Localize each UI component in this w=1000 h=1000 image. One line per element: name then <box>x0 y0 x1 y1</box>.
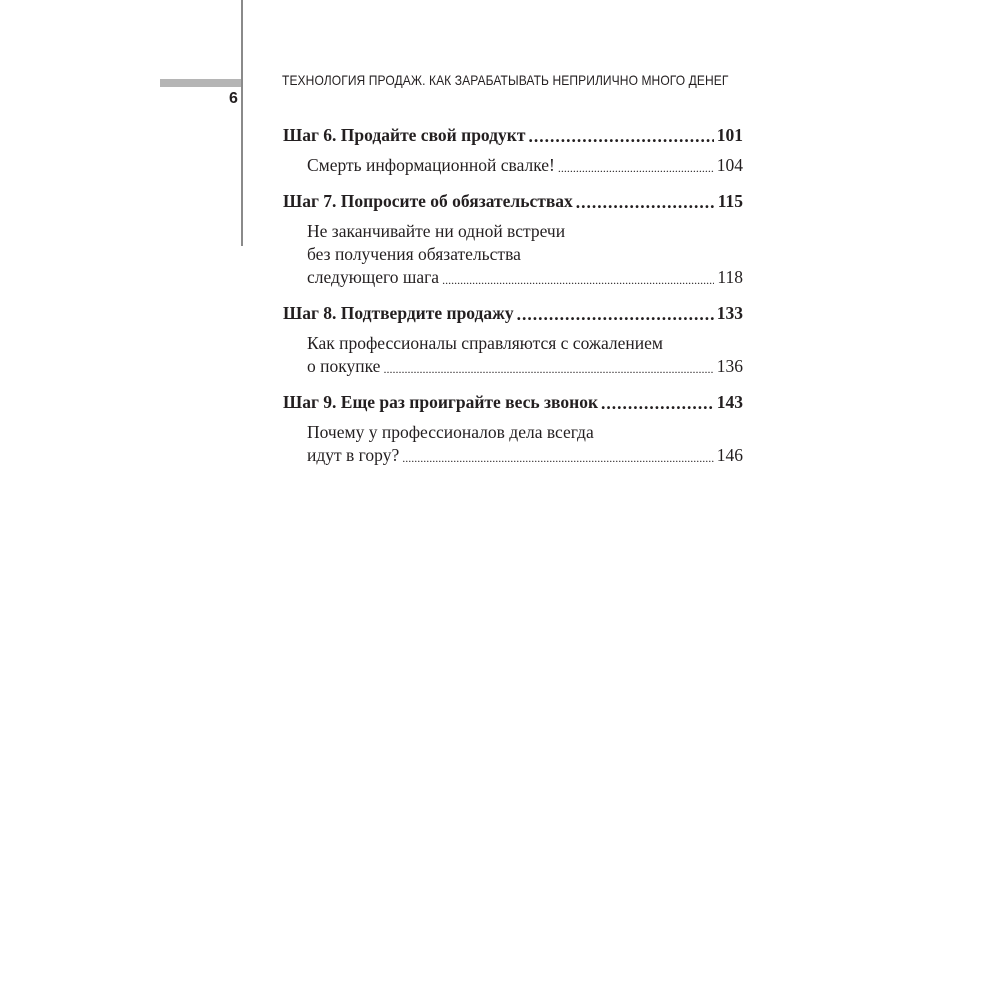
toc-step-7[interactable] <box>283 190 743 213</box>
toc-step-8-subsection-page: 136 <box>716 356 743 376</box>
dot-leader <box>558 155 714 173</box>
toc-step-9[interactable] <box>283 391 743 414</box>
dot-leader <box>576 191 715 209</box>
toc-step-8-subsection[interactable] <box>283 332 743 378</box>
toc-step-7-subsection[interactable] <box>283 220 743 289</box>
toc-step-7-subsection-line-2: без получения обязательства <box>307 244 521 264</box>
toc-step-6-title: Шаг 6. Продайте свой продукт <box>283 125 526 145</box>
page-number: 6 <box>229 90 238 107</box>
toc-step-6[interactable] <box>283 124 743 147</box>
toc-step-8-subsection-line-2: о покупке <box>307 356 381 376</box>
toc-step-9-subsection-line-2: идут в гору? <box>307 445 400 465</box>
margin-vertical-rule <box>241 0 243 246</box>
toc-step-8-title: Шаг 8. Подтвердите продажу <box>283 303 514 323</box>
dot-leader <box>528 125 713 143</box>
toc-step-7-page: 115 <box>717 191 743 211</box>
toc-step-9-title: Шаг 9. Еще раз проиграйте весь звонок <box>283 392 599 412</box>
toc-step-9-page: 143 <box>716 392 743 412</box>
toc-step-6-subsection-title: Смерть информационной свалке! <box>307 155 555 175</box>
toc-step-9-subsection[interactable] <box>283 421 743 467</box>
toc-step-7-subsection-line-3: следующего шага <box>307 267 440 287</box>
dot-leader <box>402 445 714 463</box>
dot-leader <box>442 267 714 285</box>
table-of-contents <box>283 124 743 467</box>
toc-step-6-subsection[interactable] <box>283 154 743 177</box>
toc-step-6-subsection-page: 104 <box>716 155 743 175</box>
toc-step-9-subsection-page: 146 <box>716 445 743 465</box>
toc-step-8-page: 133 <box>716 303 743 323</box>
toc-step-8-subsection-line-1: Как профессионалы справляются с сожалением <box>307 333 663 353</box>
dot-leader <box>517 303 714 321</box>
dot-leader <box>601 392 714 410</box>
toc-step-7-title: Шаг 7. Попросите об обязательствах <box>283 191 573 211</box>
toc-step-7-subsection-line-1: Не заканчивайте ни одной встречи <box>307 221 566 241</box>
running-title: ТЕХНОЛОГИЯ ПРОДАЖ. КАК ЗАРАБАТЫВАТЬ НЕПРИЛИЧНО МНОГО ДЕНЕГ <box>282 72 729 88</box>
toc-step-7-subsection-page: 118 <box>717 267 743 287</box>
toc-step-9-subsection-line-1: Почему у профессионалов дела всегда <box>307 422 594 442</box>
header-gray-bar <box>160 79 241 87</box>
toc-step-6-page: 101 <box>716 125 743 145</box>
dot-leader <box>383 356 713 374</box>
toc-step-8[interactable] <box>283 302 743 325</box>
